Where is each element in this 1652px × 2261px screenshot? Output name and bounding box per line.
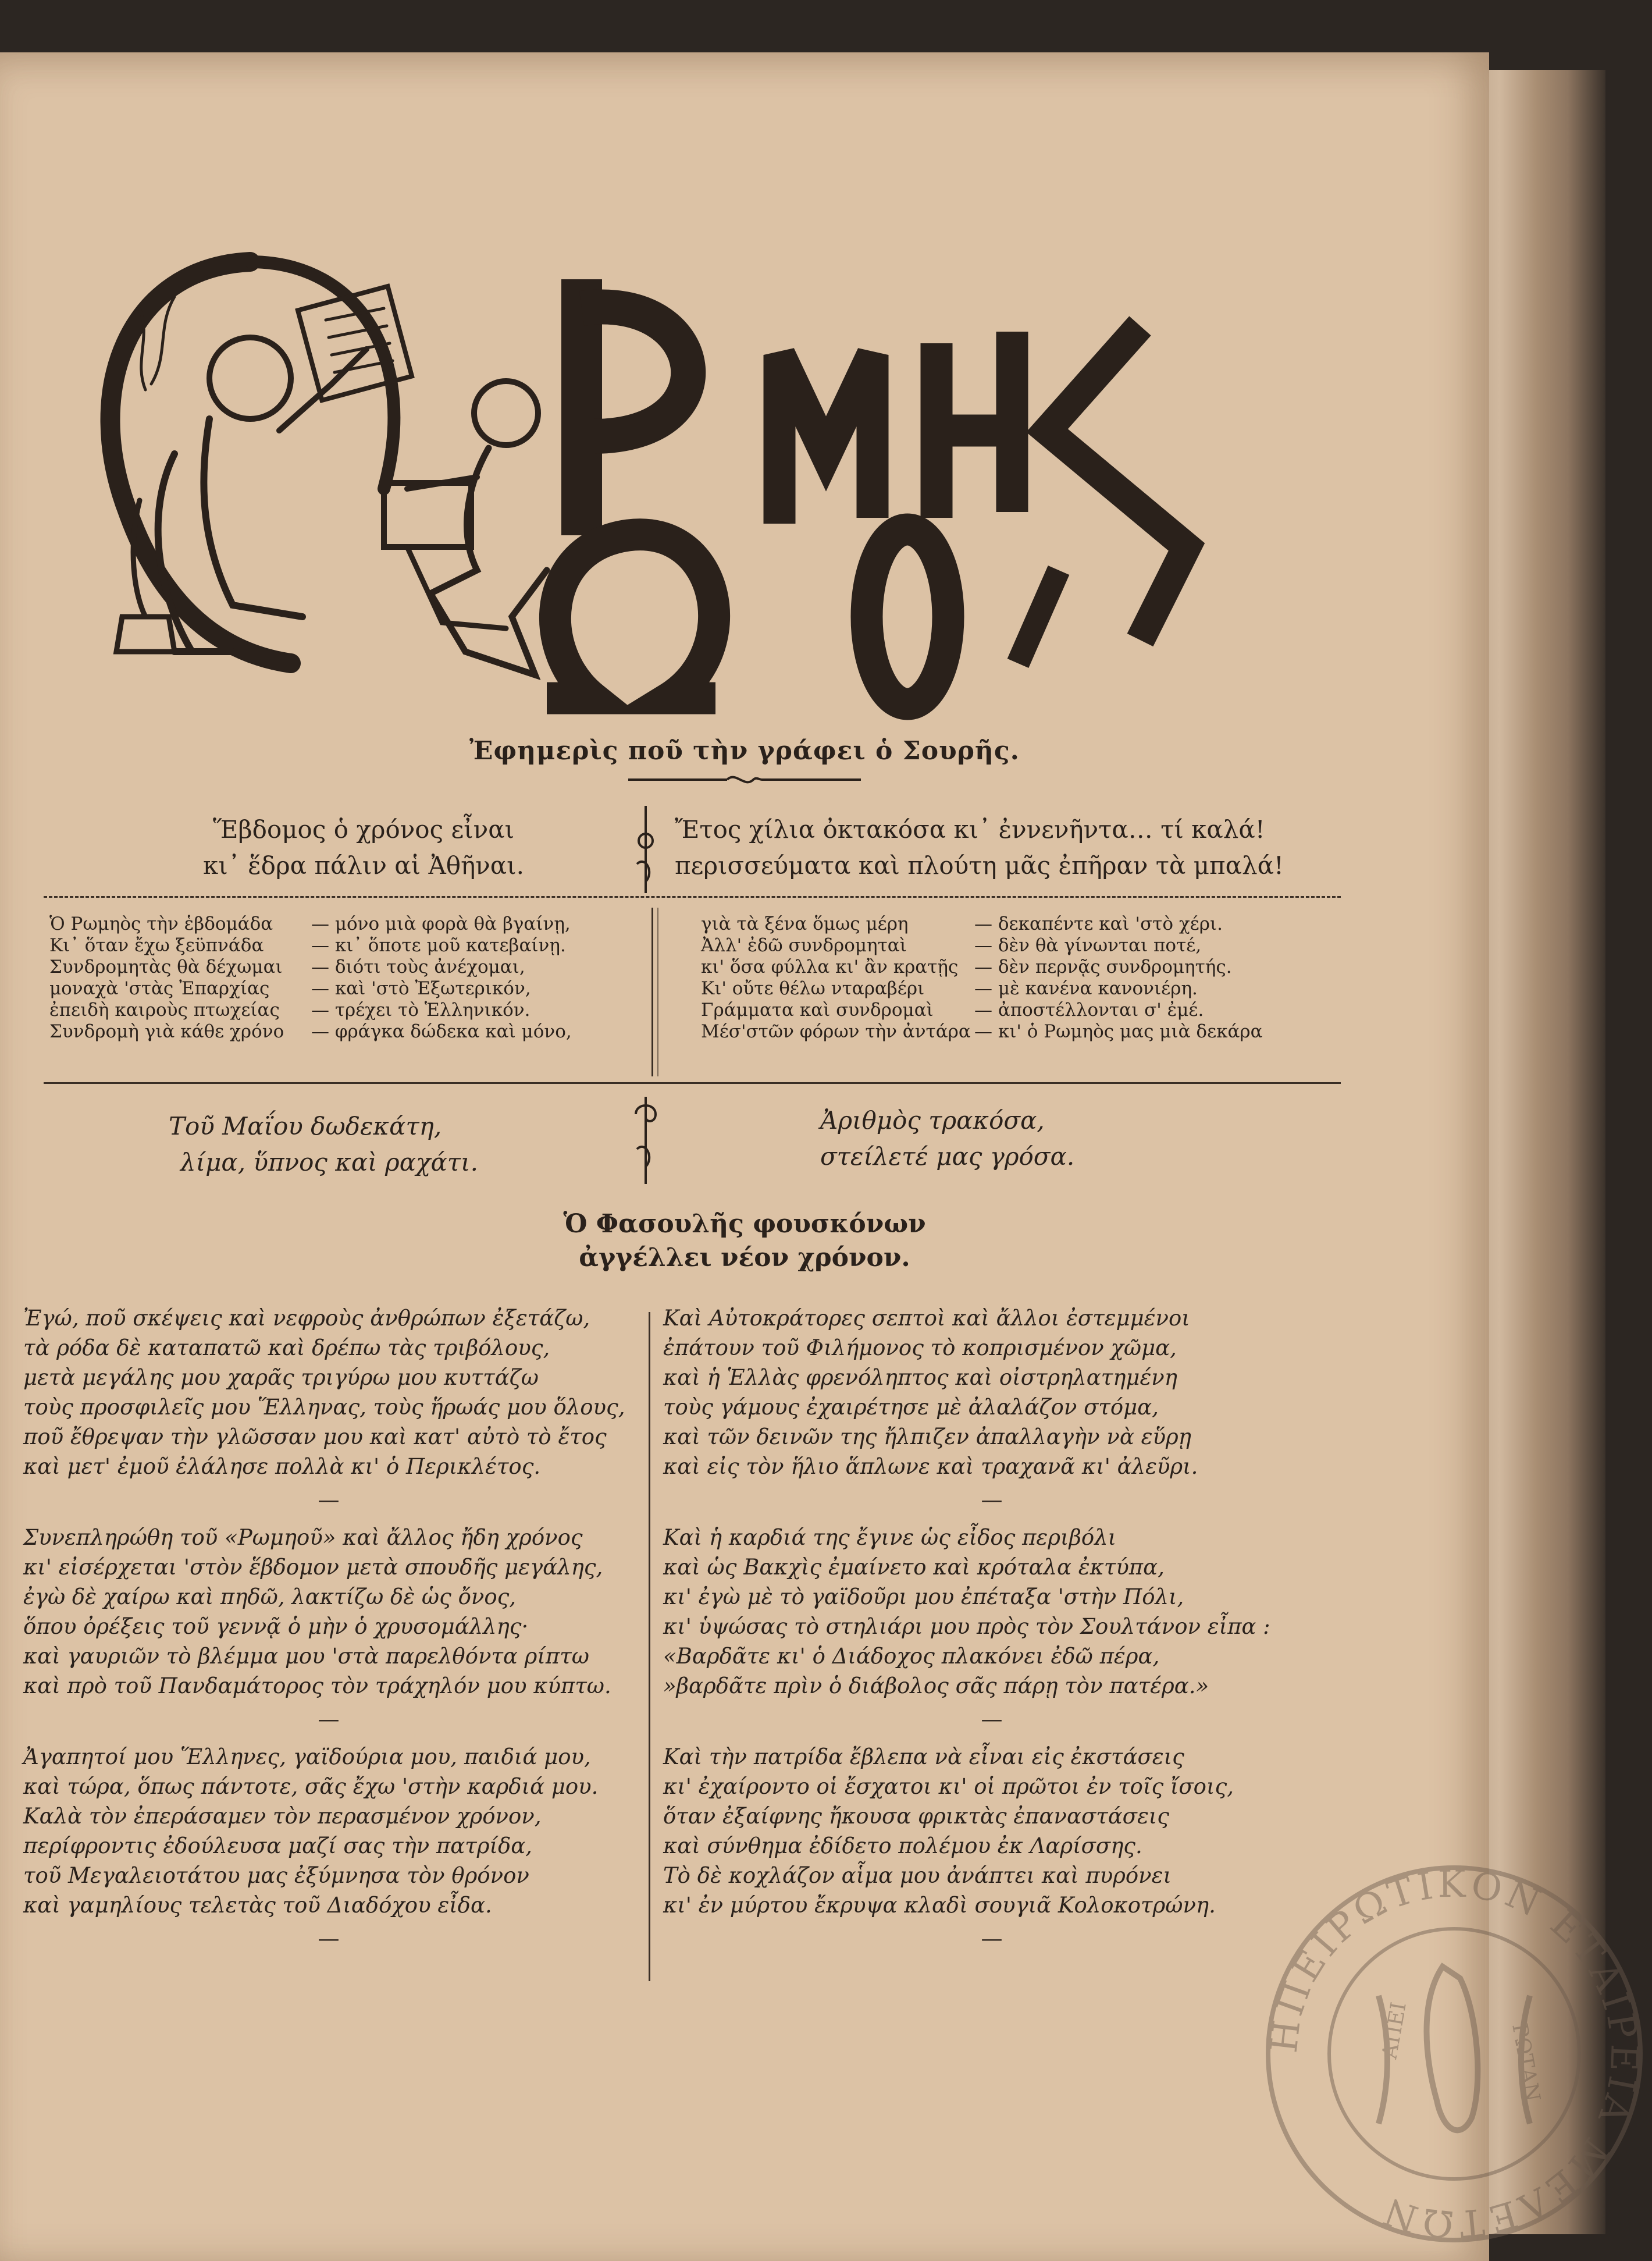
stanza bbox=[23, 1742, 634, 1920]
poem-line: »βαρδᾶτε πρὶν ὁ διάβολος σᾶς πάρῃ τὸν πατέρα.» bbox=[663, 1673, 1209, 1698]
poem-line: κι' ἐγὼ μὲ τὸ γαϊδοῦρι μου ἐπέταξα 'στὴν Πόλι, bbox=[663, 1584, 1184, 1609]
stamp-inner-text: ΡΩΤΑΝ bbox=[1507, 2021, 1545, 2104]
subscription-terms-left bbox=[49, 913, 637, 1043]
poem-line: μετὰ μεγάλης μου χαρᾶς τριγύρω μου κυττάζω bbox=[23, 1365, 539, 1390]
newspaper-page bbox=[0, 52, 1646, 2261]
verse-line: Ἔτος χίλια ὀκτακόσα κι᾽ ἐννενῆντα… τί καλά! bbox=[675, 815, 1265, 844]
divider-rule bbox=[44, 1082, 1341, 1084]
stanza-separator: — bbox=[981, 1926, 1003, 1951]
table-row: Συνδρομὴ γιὰ κάθε χρόνο — φράγκα δώδεκα καὶ μόνο, bbox=[49, 1021, 572, 1042]
masthead-illustration bbox=[58, 244, 1280, 721]
issue-number-verse bbox=[820, 1103, 1239, 1175]
poem-line: «Βαρδᾶτε κι' ὁ Διάδοχος πλακόνει ἐδῶ πέρα, bbox=[663, 1644, 1160, 1669]
table-row: Ὁ Ρωμηὸς τὴν ἑβδομάδα — μόνο μιὰ φορὰ θὰ βγαίνῃ, bbox=[49, 913, 571, 934]
poem-line: Καλὰ τὸν ἐπεράσαμεν τὸν περασμένον χρόνον, bbox=[23, 1804, 542, 1829]
table-row: γιὰ τὰ ξένα ὅμως μέρη — δεκαπέντε καὶ 'στὸ χέρι. bbox=[701, 913, 1223, 934]
poem-line: ὅταν ἐξαίφνης ἤκουσα φρικτὰς ἐπαναστάσεις bbox=[663, 1804, 1170, 1829]
stamp-inner-text: ΑΠΕΙ bbox=[1377, 2000, 1411, 2061]
header-left-verse bbox=[102, 812, 625, 884]
poem-line: ἐπάτουν τοῦ Φιλήμονος τὸ κοπρισμένον χῶμα, bbox=[663, 1335, 1177, 1360]
column-rule bbox=[657, 908, 658, 1076]
table-row: Συνδρομητὰς θὰ δέχωμαι — διότι τοὺς ἀνέχομαι, bbox=[49, 957, 525, 977]
column-ornament-icon bbox=[631, 806, 660, 893]
poem-line: καὶ ἡ Ἑλλὰς φρενόληπτος καὶ οἰστρηλατημένη bbox=[663, 1365, 1177, 1390]
poem-line: κι' ἐν μύρτου ἔκρυψα κλαδὶ σουγιᾶ Κολοκοτρώνη. bbox=[663, 1893, 1216, 1918]
poem-line: Καὶ ἡ καρδιά της ἔγινε ὡς εἶδος περιβόλι bbox=[663, 1525, 1117, 1550]
poem-line: Ἐγώ, ποῦ σκέψεις καὶ νεφροὺς ἀνθρώπων ἐξετάζω, bbox=[23, 1306, 590, 1331]
column-rule bbox=[651, 908, 653, 1076]
poem-line: τὰ ρόδα δὲ καταπατῶ καὶ δρέπω τὰς τριβόλους, bbox=[23, 1335, 550, 1360]
stanza bbox=[23, 1523, 634, 1701]
poem-line: τοὺς γάμους ἐχαιρέτησε μὲ ἀλαλάζον στόμα, bbox=[663, 1395, 1159, 1420]
poem-line: Τὸ δὲ κοχλάζον αἷμα μου ἀνάπτει καὶ πυρόνει bbox=[663, 1863, 1172, 1888]
verse-line: Τοῦ Μαΐου δωδεκάτη, bbox=[169, 1112, 442, 1140]
table-row: ἐπειδὴ καιροὺς πτωχείας — τρέχει τὸ Ἑλληνικόν. bbox=[49, 1000, 531, 1021]
svg-text:ΗΠΕΙΡΩΤΙΚΟΝ ΕΤΑΙΡΕΙΑ ΜΕΛΕΤΩΝ bbox=[1263, 1863, 1646, 2245]
stanza-separator: — bbox=[318, 1707, 340, 1732]
verse-line: Ἕβδομος ὁ χρόνος εἶναι bbox=[212, 815, 515, 844]
subscription-terms-right bbox=[701, 913, 1318, 1043]
poem-line: καὶ τώρα, ὅπως πάντοτε, σᾶς ἔχω 'στὴν καρδιά μου. bbox=[23, 1774, 599, 1799]
verse-line: λίμα, ὕπνος καὶ ραχάτι. bbox=[180, 1148, 478, 1176]
poem-line: καὶ πρὸ τοῦ Πανδαμάτορος τὸν τράχηλόν μου κύπτω. bbox=[23, 1673, 611, 1698]
verse-line: κι᾽ ἕδρα πάλιν αἱ Ἀθῆναι. bbox=[203, 851, 524, 880]
stamp-ring-text: ΗΠΕΙΡΩΤΙΚΟΝ ΕΤΑΙΡΕΙΑ ΜΕΛΕΤΩΝ bbox=[1262, 1862, 1646, 2246]
poem-line: καὶ γαυριῶν τὸ βλέμμα μου 'στὰ παρελθόντα ρίπτω bbox=[23, 1644, 589, 1669]
table-row: Κι' οὔτε θέλω νταραβέρι — μὲ κανένα κανονιέρη. bbox=[701, 978, 1198, 999]
poem-line: ποῦ ἔθρεψαν τὴν γλῶσσαν μου καὶ κατ' αὐτὸ τὸ ἔτος bbox=[23, 1424, 607, 1449]
poem-line: καὶ μετ' ἐμοῦ ἐλάλησε πολλὰ κι' ὁ Περικλέτος. bbox=[23, 1454, 541, 1479]
poem-line: τοῦ Μεγαλειοτάτου μας ἐξύμνησα τὸν θρόνον bbox=[23, 1863, 529, 1888]
poem-line: καὶ τῶν δεινῶν της ἤλπιζεν ἀπαλλαγὴν νὰ εὕρῃ bbox=[663, 1424, 1191, 1449]
header-right-verse bbox=[675, 812, 1350, 884]
verse-line: στείλετέ μας γρόσα. bbox=[820, 1142, 1075, 1171]
poem-line: καὶ γαμηλίους τελετὰς τοῦ Διαδόχου εἶδα. bbox=[23, 1893, 492, 1918]
poem-column-left bbox=[23, 1303, 634, 1961]
poem-line: κι' ἐχαίροντο οἱ ἔσχατοι κι' οἱ πρῶτοι ἐν τοῖς ἴσοις, bbox=[663, 1774, 1234, 1799]
stanza bbox=[663, 1303, 1320, 1481]
poem-line: Καὶ Αὐτοκράτορες σεπτοὶ καὶ ἄλλοι ἐστεμμένοι bbox=[663, 1306, 1190, 1331]
poem-line: Καὶ τὴν πατρίδα ἔβλεπα νὰ εἶναι εἰς ἐκστάσεις bbox=[663, 1744, 1184, 1769]
library-stamp bbox=[1251, 1850, 1652, 2258]
poem-line: καὶ εἰς τὸν ἥλιο ἅπλωνε καὶ τραχανᾶ κι' ἀλεῦρι. bbox=[663, 1454, 1198, 1479]
poem-line: Ἀγαπητοί μου Ἕλληνες, γαϊδούρια μου, παιδιά μου, bbox=[23, 1744, 591, 1769]
stanza bbox=[663, 1523, 1320, 1701]
table-row: μοναχὰ 'στὰς Ἐπαρχίας — καὶ 'στὸ Ἐξωτερικόν, bbox=[49, 978, 531, 999]
verse-line: Ἀριθμὸς τρακόσα, bbox=[820, 1106, 1045, 1135]
article-title-line: Ὁ Φασουλῆς φουσκόνων bbox=[563, 1209, 926, 1239]
poem-line: ἐγὼ δὲ χαίρω καὶ πηδῶ, λακτίζω δὲ ὡς ὄνος, bbox=[23, 1584, 517, 1609]
stanza bbox=[23, 1303, 634, 1481]
poem-line: περίφροντις ἐδούλευσα μαζί σας τὴν πατρίδα, bbox=[23, 1833, 533, 1858]
stanza bbox=[663, 1742, 1320, 1920]
poem-line: τοὺς προσφιλεῖς μου Ἕλληνας, τοὺς ἥρωάς μου ὅλους, bbox=[23, 1395, 625, 1420]
column-ornament-icon bbox=[631, 1097, 660, 1184]
poem-line: καὶ ὡς Βακχὶς ἐμαίνετο καὶ κρόταλα ἐκτύπα, bbox=[663, 1555, 1165, 1580]
table-row: Γράμματα καὶ συνδρομαὶ — ἀποστέλλονται σ' ἐμέ. bbox=[701, 1000, 1204, 1021]
article-title-line: ἀγγέλλει νέον χρόνον. bbox=[579, 1243, 910, 1272]
column-rule bbox=[649, 1312, 650, 1981]
poem-line: κι' εἰσέρχεται 'στὸν ἕβδομον μετὰ σπουδῆς μεγάλης, bbox=[23, 1555, 603, 1580]
table-row: Ἀλλ' ἐδῶ συνδρομηταὶ — δὲν θὰ γίνωνται ποτέ, bbox=[701, 935, 1202, 956]
stanza-separator: — bbox=[318, 1487, 340, 1512]
poem-line: ὅπου ὀρέξεις τοῦ γεννᾷ ὁ μὴν ὁ χρυσομάλλης· bbox=[23, 1614, 529, 1639]
dashed-divider bbox=[44, 896, 1341, 898]
table-row: κι' ὅσα φύλλα κι' ἂν κρατῇς — δὲν περνᾷς συνδρομητής. bbox=[701, 957, 1232, 977]
issue-date-verse bbox=[169, 1108, 588, 1181]
poem-line: Συνεπληρώθη τοῦ «Ρωμηοῦ» καὶ ἄλλος ἤδη χρόνος bbox=[23, 1525, 583, 1550]
table-row: Μέσ'στῶν φόρων τὴν ἀντάρα — κι' ὁ Ρωμηὸς μας μιὰ δεκάρα bbox=[701, 1021, 1263, 1042]
stanza-separator: — bbox=[318, 1926, 340, 1951]
article-title bbox=[0, 1207, 1489, 1275]
stanza-separator: — bbox=[981, 1487, 1003, 1512]
poem-column-right bbox=[663, 1303, 1320, 1961]
masthead bbox=[58, 244, 1280, 721]
table-row: Κι᾽ ὅταν ἔχω ξεϋπνάδα — κι᾽ ὅποτε μοῦ κατεβαίνῃ. bbox=[49, 935, 566, 956]
verse-line: περισσεύματα καὶ πλούτη μᾶς ἐπῆραν τὰ μπαλά! bbox=[675, 851, 1284, 880]
subtitle-ornament bbox=[628, 768, 861, 791]
stanza-separator: — bbox=[981, 1707, 1003, 1732]
masthead-subtitle: Ἐφημερὶς ποῦ τὴν γράφει ὁ Σουρῆς. bbox=[469, 736, 1020, 766]
poem-line: κι' ὑψώσας τὸ στηλιάρι μου πρὸς τὸν Σουλτάνον εἶπα : bbox=[663, 1614, 1270, 1639]
poem-line: καὶ σύνθημα ἐδίδετο πολέμου ἐκ Λαρίσσης. bbox=[663, 1833, 1142, 1858]
